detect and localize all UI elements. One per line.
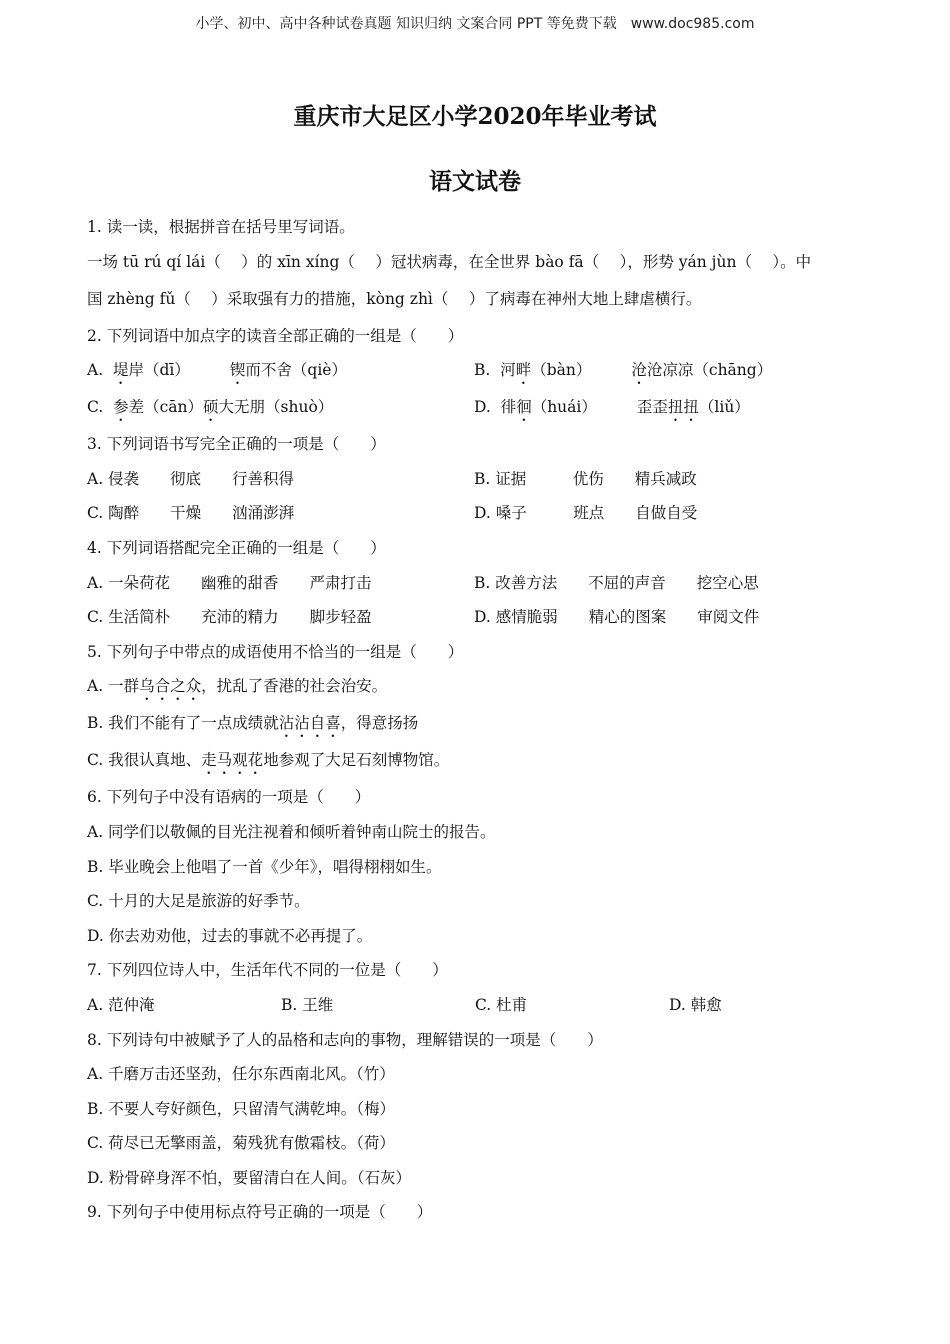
question-6-option-b: B. 毕业晚会上他唱了一首《少年》，唱得栩栩如生。 bbox=[87, 857, 442, 876]
question-2-stem: 2. 下列词语中加点字的读音全部正确的一组是（ ） bbox=[87, 326, 464, 345]
option-d: D. 韩愈 bbox=[669, 995, 722, 1014]
question-1-line-2: 国 zhèng fǔ（ ）采取强有力的措施，kòng zhì（ ）了病毒在神州大地上肆虐横行。 bbox=[87, 289, 702, 308]
question-8-option-c: C. 荷尽已无擎雨盖，菊残犹有傲霜枝。（荷） bbox=[87, 1134, 395, 1153]
option-d: D. 嗓子 班点 自做自受 bbox=[474, 504, 698, 523]
option-b: B. 王维 bbox=[281, 995, 334, 1014]
question-8-option-a: A. 千磨万击还坚劲，任尔东西南北风。（竹） bbox=[87, 1065, 395, 1084]
exam-content bbox=[87, 216, 877, 1236]
question-5-option-b: B. 我们不能有了一点成绩就沾沾自喜，得意扬扬 bbox=[87, 714, 419, 733]
option-d: D. 徘徊（huái） 歪歪扭扭（liǔ） bbox=[474, 398, 750, 417]
question-2-options-ab bbox=[87, 359, 877, 396]
option-a: A. 堤岸（dī） 锲而不舍（qiè） bbox=[87, 361, 347, 380]
idiom: 乌合之众 bbox=[139, 677, 202, 696]
idiom: 走马观花 bbox=[201, 751, 264, 770]
option-a: A. 侵袭 彻底 行善积得 bbox=[87, 469, 295, 488]
idiom: 沾沾自喜 bbox=[278, 714, 341, 733]
option-d: D. 感情脆弱 精心的图案 审阅文件 bbox=[474, 608, 760, 627]
question-3-stem: 3. 下列词语书写完全正确的一项是（ ） bbox=[87, 435, 386, 454]
option-c: C. 生活简朴 充沛的精力 脚步轻盈 bbox=[87, 608, 372, 627]
option-b: B. 改善方法 不屈的声音 挖空心思 bbox=[474, 573, 759, 592]
option-a: A. 一朵荷花 幽雅的甜香 严肃打击 bbox=[87, 573, 372, 592]
option-c: C. 陶醉 干燥 汹涌澎湃 bbox=[87, 504, 295, 523]
question-5-option-c: C. 我很认真地、走马观花地参观了大足石刻博物馆。 bbox=[87, 751, 450, 770]
question-2-options-cd bbox=[87, 396, 877, 433]
option-c: C. 参差（cān）硕大无朋（shuò） bbox=[87, 398, 334, 417]
option-b: B. 河畔（bàn） 沧沧凉凉（chāng） bbox=[474, 361, 773, 380]
page-header: 小学、初中、高中各种试卷真题 知识归纳 文案合同 PPT 等免费下载 www.doc985.com bbox=[195, 16, 755, 32]
question-4-options-ab bbox=[87, 572, 877, 607]
option-b: B. 证据 优伤 精兵减政 bbox=[474, 469, 697, 488]
question-6-option-c: C. 十月的大足是旅游的好季节。 bbox=[87, 892, 310, 911]
exam-subtitle: 语文试卷 bbox=[429, 168, 521, 195]
option-c: C. 杜甫 bbox=[475, 995, 528, 1014]
question-9-stem: 9. 下列句子中使用标点符号正确的一项是（ ） bbox=[87, 1203, 433, 1222]
question-5-option-a: A. 一群乌合之众，扰乱了香港的社会治安。 bbox=[87, 677, 388, 696]
question-4-stem: 4. 下列词语搭配完全正确的一组是（ ） bbox=[87, 538, 386, 557]
question-1-line-1: 一场 tū rú qí lái（ ）的 xīn xíng（ ）冠状病毒，在全世界 bào fā（ ），形势 yán jùn（ ）。中 bbox=[87, 252, 812, 271]
question-3-options-cd bbox=[87, 502, 877, 537]
question-6-option-d: D. 你去劝劝他，过去的事就不必再提了。 bbox=[87, 926, 373, 945]
question-8-option-b: B. 不要人夸好颜色，只留清气满乾坤。（梅） bbox=[87, 1099, 395, 1118]
question-8-stem: 8. 下列诗句中被赋予了人的品格和志向的事物，理解错误的一项是（ ） bbox=[87, 1030, 603, 1049]
question-4-options-cd bbox=[87, 606, 877, 641]
question-1-stem: 1. 读一读，根据拼音在括号里写词语。 bbox=[87, 218, 355, 236]
question-7-options bbox=[87, 994, 877, 1029]
question-6-option-a: A. 同学们以敬佩的目光注视着和倾听着钟南山院士的报告。 bbox=[87, 822, 496, 841]
question-8-option-d: D. 粉骨碎身浑不怕，要留清白在人间。（石灰） bbox=[87, 1168, 411, 1187]
question-3-options-ab bbox=[87, 468, 877, 503]
question-6-stem: 6. 下列句子中没有语病的一项是（ ） bbox=[87, 788, 371, 807]
question-5-stem: 5. 下列句子中带点的成语使用不恰当的一组是（ ） bbox=[87, 642, 464, 661]
option-a: A. 范仲淹 bbox=[87, 995, 155, 1014]
exam-title: 重庆市大足区小学2020年毕业考试 bbox=[293, 103, 657, 130]
question-7-stem: 7. 下列四位诗人中，生活年代不同的一位是（ ） bbox=[87, 961, 448, 980]
